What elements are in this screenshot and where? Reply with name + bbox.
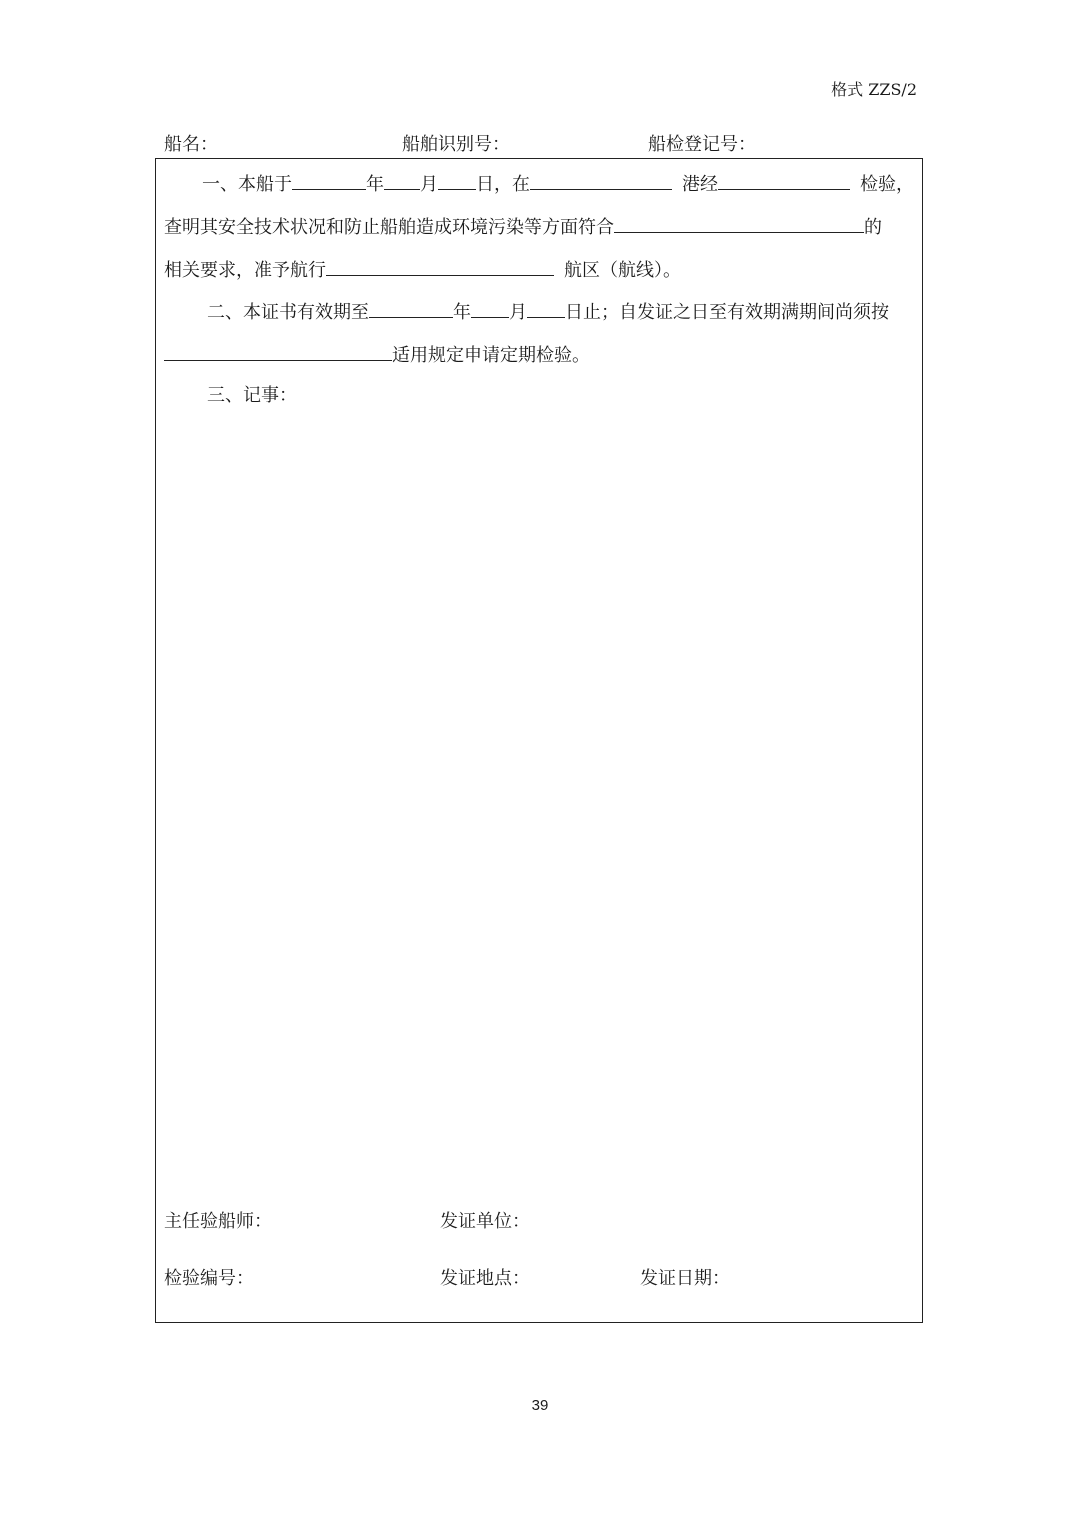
remarks-label: 三、记事： [207,385,297,406]
validity-day-text: 日止；自发证之日至有效期满期间尚须按 [565,302,889,323]
periodic-survey-blank[interactable] [164,342,392,361]
navigation-area-label: 航区（航线）。 [564,260,681,281]
issue-place-label: 发证地点： [440,1268,530,1289]
registration-no-label: 船检登记号： [648,134,756,155]
de-label: 的 [864,217,882,238]
navigation-text: 相关要求，准予航行 [164,260,326,281]
validity-month-label: 月 [509,302,527,323]
year-blank[interactable] [292,171,366,190]
inspection-label: 检验， [860,174,914,195]
ship-name-label: 船名： [164,134,218,155]
port-blank[interactable] [718,171,850,190]
survey-number-label: 检验编号： [164,1268,254,1289]
issuing-unit-label: 发证单位： [440,1211,530,1232]
month-blank[interactable] [384,171,420,190]
chief-surveyor-label: 主任验船师： [164,1211,272,1232]
periodic-survey-text: 适用规定申请定期检验。 [392,345,590,366]
validity-year-label: 年 [453,302,471,323]
clause-1-line-2 [164,214,916,240]
port-label: 港经 [682,174,718,195]
certificate-frame [155,158,923,1323]
clause-2-line-1 [164,299,916,325]
validity-month-blank[interactable] [471,299,509,318]
validity-year-blank[interactable] [369,299,453,318]
clause-2-line-2 [164,342,916,368]
day-at-label: 日，在 [476,174,530,195]
clause-2-intro: 二、本证书有效期至 [207,302,369,323]
issue-date-label: 发证日期： [640,1268,730,1289]
clause-1-intro: 一、本船于 [202,174,292,195]
format-code: 格式 ZZS/2 [831,80,917,99]
year-label: 年 [366,174,384,195]
regulation-blank[interactable] [614,214,864,233]
day-blank[interactable] [438,171,476,190]
compliance-text: 查明其安全技术状况和防止船舶造成环境污染等方面符合 [164,217,614,238]
validity-day-blank[interactable] [527,299,565,318]
ship-id-label: 船舶识别号： [402,134,510,155]
page-number: 39 [531,1397,549,1414]
navigation-area-blank[interactable] [326,257,554,276]
location-blank[interactable] [530,171,672,190]
clause-1-line-1 [164,171,916,197]
month-label: 月 [420,174,438,195]
clause-3 [164,384,916,408]
clause-1-line-3 [164,257,916,283]
